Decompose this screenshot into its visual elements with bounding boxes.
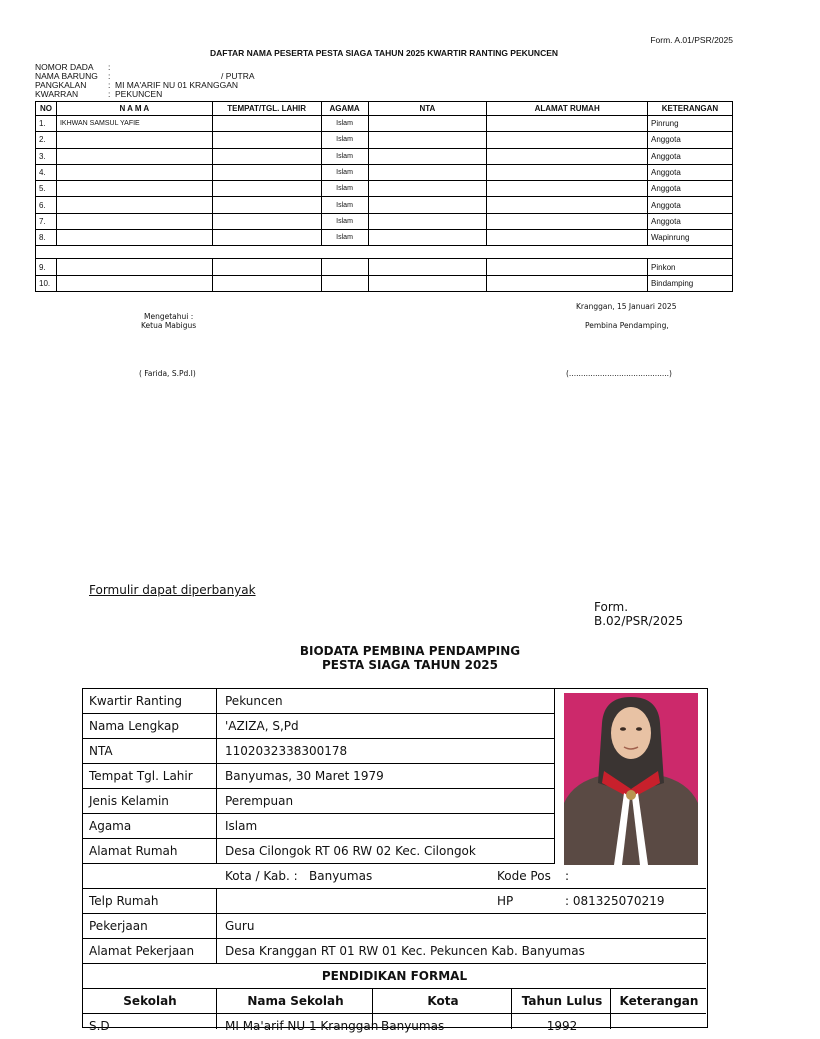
col-header-nta: NTA [368, 102, 487, 116]
kode-pos-label: Kode Pos [497, 869, 551, 883]
cell-keterangan: Pinkon [648, 259, 733, 275]
hp-value: : 081325070219 [565, 894, 665, 908]
info-label: NOMOR DADA [35, 62, 94, 72]
col-header-no: NO [36, 102, 57, 116]
field-label: Alamat Rumah [89, 844, 178, 858]
cell-no: 5. [36, 181, 57, 197]
biodata-box [82, 688, 708, 1033]
info-nomor-dada: NOMOR DADA : [35, 62, 111, 72]
field-value: Desa Kranggan RT 01 RW 01 Kec. Pekuncen Kab. Banyumas [225, 944, 585, 958]
cell-nama [56, 197, 212, 213]
info-label: KWARRAN [35, 89, 79, 99]
cell-nama [56, 259, 212, 275]
cell-agama: Islam [321, 197, 368, 213]
field-value: Perempuan [225, 794, 294, 808]
col-header-sekolah: Sekolah [123, 994, 177, 1008]
table-row [36, 259, 733, 275]
cell-agama: Islam [321, 230, 368, 246]
cell-keterangan: Anggota [648, 181, 733, 197]
info-pangkalan: PANGKALAN : MI MA'ARIF NU 01 KRANGGAN [35, 80, 239, 90]
info-label: PANGKALAN [35, 80, 87, 90]
table-row [36, 164, 733, 180]
cell-agama [321, 259, 368, 275]
row-ttl [83, 764, 555, 789]
signature-right-name: (..........................................) [566, 369, 672, 378]
person-portrait-icon [564, 693, 698, 865]
field-label: Kwartir Ranting [89, 694, 183, 708]
field-value: 1102032338300178 [225, 744, 348, 758]
cell-no: 8. [36, 230, 57, 246]
field-label: Jenis Kelamin [89, 794, 169, 808]
cell-keterangan: Wapinrung [648, 230, 733, 246]
signature-place-date: Kranggan, 15 Januari 2025 [576, 302, 677, 311]
table-row [36, 275, 733, 291]
cell-no: 9. [36, 259, 57, 275]
info-kwarran: KWARRAN : PEKUNCEN [35, 89, 163, 99]
table-row [36, 230, 733, 246]
hp-label: HP [497, 894, 514, 908]
table-row [36, 181, 733, 197]
cell-nama [56, 132, 212, 148]
cell-agama: Islam [321, 213, 368, 229]
signature-left-title-2: Ketua Mabigus [141, 321, 197, 330]
field-label: NTA [89, 744, 113, 758]
info-extra: / PUTRA [221, 71, 255, 81]
form-b-title [0, 644, 820, 672]
field-value: Guru [225, 919, 255, 933]
cell-keterangan: Anggota [648, 197, 733, 213]
cell-nama [56, 164, 212, 180]
form-a-code: Form. A.01/PSR/2025 [650, 35, 733, 45]
field-label: Pekerjaan [89, 919, 148, 933]
table-header-row [36, 102, 733, 116]
row-nama-lengkap [83, 714, 555, 739]
pendidikan-title: PENDIDIKAN FORMAL [321, 969, 468, 983]
cell-keterangan: Anggota [648, 148, 733, 164]
table-row [36, 132, 733, 148]
participant-table [35, 101, 733, 292]
form-b-title-line-2: PESTA SIAGA TAHUN 2025 [321, 658, 498, 672]
col-header-alamat: ALAMAT RUMAH [487, 102, 648, 116]
field-label: Telp Rumah [89, 894, 159, 908]
table-row [36, 213, 733, 229]
cell-keterangan: Pinrung [648, 116, 733, 132]
col-header-nama-sekolah: Nama Sekolah [247, 994, 344, 1008]
cell-no: 1. [36, 116, 57, 132]
col-header-ttl: TEMPAT/TGL. LAHIR [212, 102, 321, 116]
cell-no: 7. [36, 213, 57, 229]
field-value: Banyumas, 30 Maret 1979 [225, 769, 384, 783]
col-header-keterangan: Keterangan [619, 994, 699, 1008]
cell-agama: Islam [321, 181, 368, 197]
signature-left-title-1: Mengetahui : [144, 312, 194, 321]
kota-kab-value: Banyumas [309, 869, 373, 883]
copy-note: Formulir dapat diperbanyak [89, 583, 256, 597]
row-nta [83, 739, 555, 764]
row-pekerjaan [83, 914, 706, 939]
profile-photo [564, 693, 698, 865]
table-row [36, 197, 733, 213]
form-a-title: DAFTAR NAMA PESERTA PESTA SIAGA TAHUN 2025 KWARTIR RANTING PEKUNCEN [209, 48, 559, 58]
cell-nama-sekolah: MI Ma'arif NU 1 Kranggan [225, 1019, 379, 1033]
field-label: Alamat Pekerjaan [89, 944, 195, 958]
cell-nama [56, 230, 212, 246]
table-spacer-row [36, 246, 733, 259]
pendidikan-title-row [83, 964, 706, 989]
table-row [36, 116, 733, 132]
form-b-code-line-2: B.02/PSR/2025 [594, 614, 684, 628]
info-nama-barung: NAMA BARUNG : / PUTRA [35, 71, 255, 81]
row-alamat-pekerjaan [83, 939, 706, 964]
kota-kab-label: Kota / Kab. : [225, 869, 298, 883]
cell-no: 4. [36, 164, 57, 180]
info-value: MI MA'ARIF NU 01 KRANGGAN [115, 80, 239, 90]
cell-agama: Islam [321, 116, 368, 132]
cell-agama: Islam [321, 132, 368, 148]
cell-agama: Islam [321, 164, 368, 180]
pendidikan-header-row [83, 989, 706, 1014]
col-header-nama: N A M A [56, 102, 212, 116]
cell-agama: Islam [321, 148, 368, 164]
kode-pos-value: : [565, 869, 570, 883]
cell-tahun-lulus: 1992 [546, 1019, 578, 1033]
row-telp-rumah [83, 889, 706, 914]
form-b-code-line-1: Form. [594, 600, 629, 614]
signature-left-name: ( Farida, S.Pd.I) [139, 369, 196, 378]
cell-keterangan: Anggota [648, 164, 733, 180]
cell-agama [321, 275, 368, 291]
cell-nama [56, 213, 212, 229]
col-header-agama: AGAMA [321, 102, 368, 116]
info-value: PEKUNCEN [115, 89, 163, 99]
col-header-keterangan: KETERANGAN [648, 102, 733, 116]
cell-kota: Banyumas [381, 1019, 445, 1033]
info-label: NAMA BARUNG [35, 71, 98, 81]
field-value: Pekuncen [225, 694, 283, 708]
cell-sekolah: S.D [89, 1019, 110, 1033]
field-label: Tempat Tgl. Lahir [89, 769, 193, 783]
row-agama [83, 814, 555, 839]
cell-no: 6. [36, 197, 57, 213]
cell-keterangan: Anggota [648, 132, 733, 148]
cell-no: 2. [36, 132, 57, 148]
field-label: Agama [89, 819, 132, 833]
cell-keterangan: Anggota [648, 213, 733, 229]
form-b-code [594, 600, 683, 628]
cell-no: 3. [36, 148, 57, 164]
cell-nama: IKHWAN SAMSUL YAFIE [56, 116, 212, 132]
cell-nama [56, 148, 212, 164]
signature-right-title: Pembina Pendamping, [585, 321, 669, 330]
col-header-tahun-lulus: Tahun Lulus [521, 994, 603, 1008]
cell-nama [56, 275, 212, 291]
field-value: Islam [225, 819, 258, 833]
table-row [36, 148, 733, 164]
row-kwartir-ranting [83, 689, 555, 714]
col-header-kota: Kota [427, 994, 459, 1008]
row-kota-kab [83, 864, 706, 889]
pendidikan-row [83, 1014, 706, 1039]
form-b-title-line-1: BIODATA PEMBINA PENDAMPING [299, 644, 521, 658]
row-jenis-kelamin [83, 789, 555, 814]
row-alamat-rumah [83, 839, 555, 864]
field-value: 'AZIZA, S,Pd [225, 719, 299, 733]
cell-keterangan: Bindamping [648, 275, 733, 291]
cell-no: 10. [36, 275, 57, 291]
field-label: Nama Lengkap [89, 719, 179, 733]
cell-nama [56, 181, 212, 197]
field-value: Desa Cilongok RT 06 RW 02 Kec. Cilongok [225, 844, 476, 858]
